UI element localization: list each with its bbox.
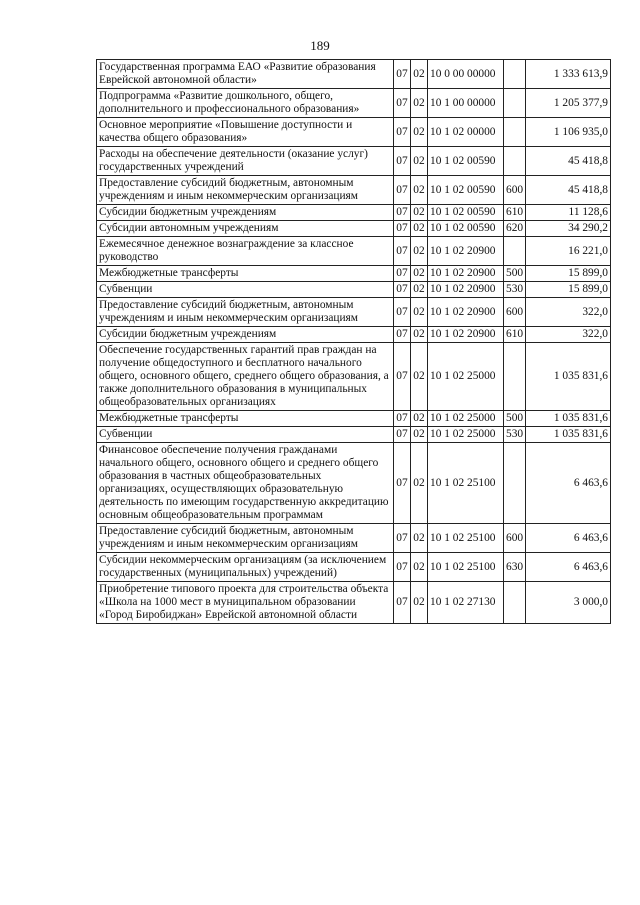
- row-amount-cell: 1 035 831,6: [526, 411, 611, 427]
- row-subsection-cell: 02: [411, 443, 428, 524]
- row-target-item-cell: 10 1 02 25000: [428, 427, 504, 443]
- row-subsection-cell: 02: [411, 176, 428, 205]
- row-target-item-cell: 10 0 00 00000: [428, 60, 504, 89]
- row-target-item-cell: 10 1 02 20900: [428, 266, 504, 282]
- row-expense-type-cell: [504, 89, 526, 118]
- row-target-item-cell: 10 1 02 00590: [428, 147, 504, 176]
- row-section-cell: 07: [394, 298, 411, 327]
- row-section-cell: 07: [394, 147, 411, 176]
- row-section-cell: 07: [394, 427, 411, 443]
- row-subsection-cell: 02: [411, 118, 428, 147]
- row-subsection-cell: 02: [411, 221, 428, 237]
- table-row: [97, 298, 611, 327]
- row-expense-type-cell: 630: [504, 553, 526, 582]
- row-expense-type-cell: [504, 582, 526, 624]
- row-section-cell: 07: [394, 221, 411, 237]
- row-section-cell: 07: [394, 205, 411, 221]
- row-name-cell: Ежемесячное денежное вознаграждение за классное руководство: [97, 237, 394, 266]
- table-row: [97, 118, 611, 147]
- row-name-cell: Субвенции: [97, 427, 394, 443]
- row-expense-type-cell: 530: [504, 282, 526, 298]
- row-subsection-cell: 02: [411, 327, 428, 343]
- row-section-cell: 07: [394, 118, 411, 147]
- table-row: [97, 553, 611, 582]
- row-subsection-cell: 02: [411, 60, 428, 89]
- row-target-item-cell: 10 1 02 25100: [428, 524, 504, 553]
- row-subsection-cell: 02: [411, 298, 428, 327]
- row-subsection-cell: 02: [411, 524, 428, 553]
- table-row: [97, 524, 611, 553]
- row-section-cell: 07: [394, 411, 411, 427]
- row-amount-cell: 1 205 377,9: [526, 89, 611, 118]
- row-expense-type-cell: [504, 343, 526, 411]
- row-section-cell: 07: [394, 327, 411, 343]
- row-subsection-cell: 02: [411, 147, 428, 176]
- row-target-item-cell: 10 1 02 25000: [428, 343, 504, 411]
- row-expense-type-cell: [504, 60, 526, 89]
- row-subsection-cell: 02: [411, 553, 428, 582]
- table-row: [97, 176, 611, 205]
- table-row: [97, 327, 611, 343]
- row-name-cell: Субсидии автономным учреждениям: [97, 221, 394, 237]
- row-name-cell: Приобретение типового проекта для строительства объекта «Школа на 1000 мест в муниципальном образовании «Город Биробиджан» Еврейской автономной области: [97, 582, 394, 624]
- row-amount-cell: 1 035 831,6: [526, 343, 611, 411]
- row-name-cell: Субсидии бюджетным учреждениям: [97, 205, 394, 221]
- row-expense-type-cell: 620: [504, 221, 526, 237]
- row-name-cell: Субсидии некоммерческим организациям (за исключением государственных (муниципальных) учреждений): [97, 553, 394, 582]
- row-amount-cell: 322,0: [526, 298, 611, 327]
- row-name-cell: Межбюджетные трансферты: [97, 411, 394, 427]
- row-section-cell: 07: [394, 443, 411, 524]
- row-amount-cell: 6 463,6: [526, 443, 611, 524]
- row-section-cell: 07: [394, 266, 411, 282]
- row-amount-cell: 34 290,2: [526, 221, 611, 237]
- row-target-item-cell: 10 1 02 20900: [428, 327, 504, 343]
- table-row: [97, 582, 611, 624]
- row-subsection-cell: 02: [411, 411, 428, 427]
- row-expense-type-cell: 530: [504, 427, 526, 443]
- budget-table-body: [97, 60, 611, 624]
- row-expense-type-cell: 610: [504, 327, 526, 343]
- row-amount-cell: 6 463,6: [526, 524, 611, 553]
- row-name-cell: Расходы на обеспечение деятельности (оказание услуг) государственных учреждений: [97, 147, 394, 176]
- row-name-cell: Предоставление субсидий бюджетным, автономным учреждениям и иным некоммерческим организациям: [97, 176, 394, 205]
- row-subsection-cell: 02: [411, 343, 428, 411]
- row-expense-type-cell: 600: [504, 176, 526, 205]
- row-expense-type-cell: 600: [504, 524, 526, 553]
- row-expense-type-cell: [504, 118, 526, 147]
- row-name-cell: Межбюджетные трансферты: [97, 266, 394, 282]
- row-name-cell: Подпрограмма «Развитие дошкольного, общего, дополнительного и профессионального образования»: [97, 89, 394, 118]
- row-name-cell: Финансовое обеспечение получения гражданами начального общего, основного общего и среднего общего образования в частных общеобразовательных организациях, осуществляющих образовательную деятельность по имеющим государственную аккредитацию основным общеобразовательным программам: [97, 443, 394, 524]
- row-subsection-cell: 02: [411, 282, 428, 298]
- row-target-item-cell: 10 1 02 25100: [428, 443, 504, 524]
- table-row: [97, 266, 611, 282]
- row-target-item-cell: 10 1 02 20900: [428, 237, 504, 266]
- row-target-item-cell: 10 1 02 00590: [428, 205, 504, 221]
- row-target-item-cell: 10 1 02 00000: [428, 118, 504, 147]
- row-expense-type-cell: [504, 237, 526, 266]
- page-number: 189: [310, 38, 330, 53]
- table-row: [97, 427, 611, 443]
- row-amount-cell: 15 899,0: [526, 266, 611, 282]
- table-row: [97, 221, 611, 237]
- table-row: [97, 147, 611, 176]
- row-target-item-cell: 10 1 02 25100: [428, 553, 504, 582]
- row-target-item-cell: 10 1 02 00590: [428, 176, 504, 205]
- row-target-item-cell: 10 1 02 27130: [428, 582, 504, 624]
- row-subsection-cell: 02: [411, 582, 428, 624]
- row-section-cell: 07: [394, 343, 411, 411]
- row-subsection-cell: 02: [411, 205, 428, 221]
- row-section-cell: 07: [394, 176, 411, 205]
- row-amount-cell: 1 333 613,9: [526, 60, 611, 89]
- table-row: [97, 60, 611, 89]
- row-section-cell: 07: [394, 582, 411, 624]
- row-section-cell: 07: [394, 524, 411, 553]
- row-amount-cell: 1 035 831,6: [526, 427, 611, 443]
- row-section-cell: 07: [394, 60, 411, 89]
- row-name-cell: Основное мероприятие «Повышение доступности и качества общего образования»: [97, 118, 394, 147]
- row-amount-cell: 322,0: [526, 327, 611, 343]
- row-target-item-cell: 10 1 02 00590: [428, 221, 504, 237]
- row-name-cell: Обеспечение государственных гарантий прав граждан на получение общедоступного и бесплатного начального общего, основного общего, среднего общего образования, а также дополнительного образования в муниципальных общеобразовательных организациях: [97, 343, 394, 411]
- row-amount-cell: 45 418,8: [526, 147, 611, 176]
- row-expense-type-cell: 500: [504, 411, 526, 427]
- table-row: [97, 282, 611, 298]
- row-expense-type-cell: [504, 443, 526, 524]
- row-section-cell: 07: [394, 89, 411, 118]
- row-amount-cell: 1 106 935,0: [526, 118, 611, 147]
- row-name-cell: Субсидии бюджетным учреждениям: [97, 327, 394, 343]
- row-expense-type-cell: 600: [504, 298, 526, 327]
- row-name-cell: Предоставление субсидий бюджетным, автономным учреждениям и иным некоммерческим организациям: [97, 298, 394, 327]
- row-amount-cell: 16 221,0: [526, 237, 611, 266]
- row-name-cell: Государственная программа ЕАО «Развитие образования Еврейской автономной области»: [97, 60, 394, 89]
- row-section-cell: 07: [394, 282, 411, 298]
- table-row: [97, 205, 611, 221]
- row-target-item-cell: 10 1 02 25000: [428, 411, 504, 427]
- row-subsection-cell: 02: [411, 427, 428, 443]
- row-amount-cell: 15 899,0: [526, 282, 611, 298]
- row-name-cell: Субвенции: [97, 282, 394, 298]
- row-expense-type-cell: [504, 147, 526, 176]
- table-row: [97, 237, 611, 266]
- row-amount-cell: 45 418,8: [526, 176, 611, 205]
- row-amount-cell: 11 128,6: [526, 205, 611, 221]
- row-name-cell: Предоставление субсидий бюджетным, автономным учреждениям и иным некоммерческим организациям: [97, 524, 394, 553]
- table-row: [97, 411, 611, 427]
- row-section-cell: 07: [394, 237, 411, 266]
- row-target-item-cell: 10 1 00 00000: [428, 89, 504, 118]
- row-amount-cell: 6 463,6: [526, 553, 611, 582]
- table-row: [97, 89, 611, 118]
- row-amount-cell: 3 000,0: [526, 582, 611, 624]
- row-subsection-cell: 02: [411, 237, 428, 266]
- table-row: [97, 443, 611, 524]
- table-row: [97, 343, 611, 411]
- row-section-cell: 07: [394, 553, 411, 582]
- row-subsection-cell: 02: [411, 89, 428, 118]
- budget-table: [96, 59, 611, 624]
- row-subsection-cell: 02: [411, 266, 428, 282]
- row-expense-type-cell: 500: [504, 266, 526, 282]
- row-target-item-cell: 10 1 02 20900: [428, 298, 504, 327]
- row-target-item-cell: 10 1 02 20900: [428, 282, 504, 298]
- row-expense-type-cell: 610: [504, 205, 526, 221]
